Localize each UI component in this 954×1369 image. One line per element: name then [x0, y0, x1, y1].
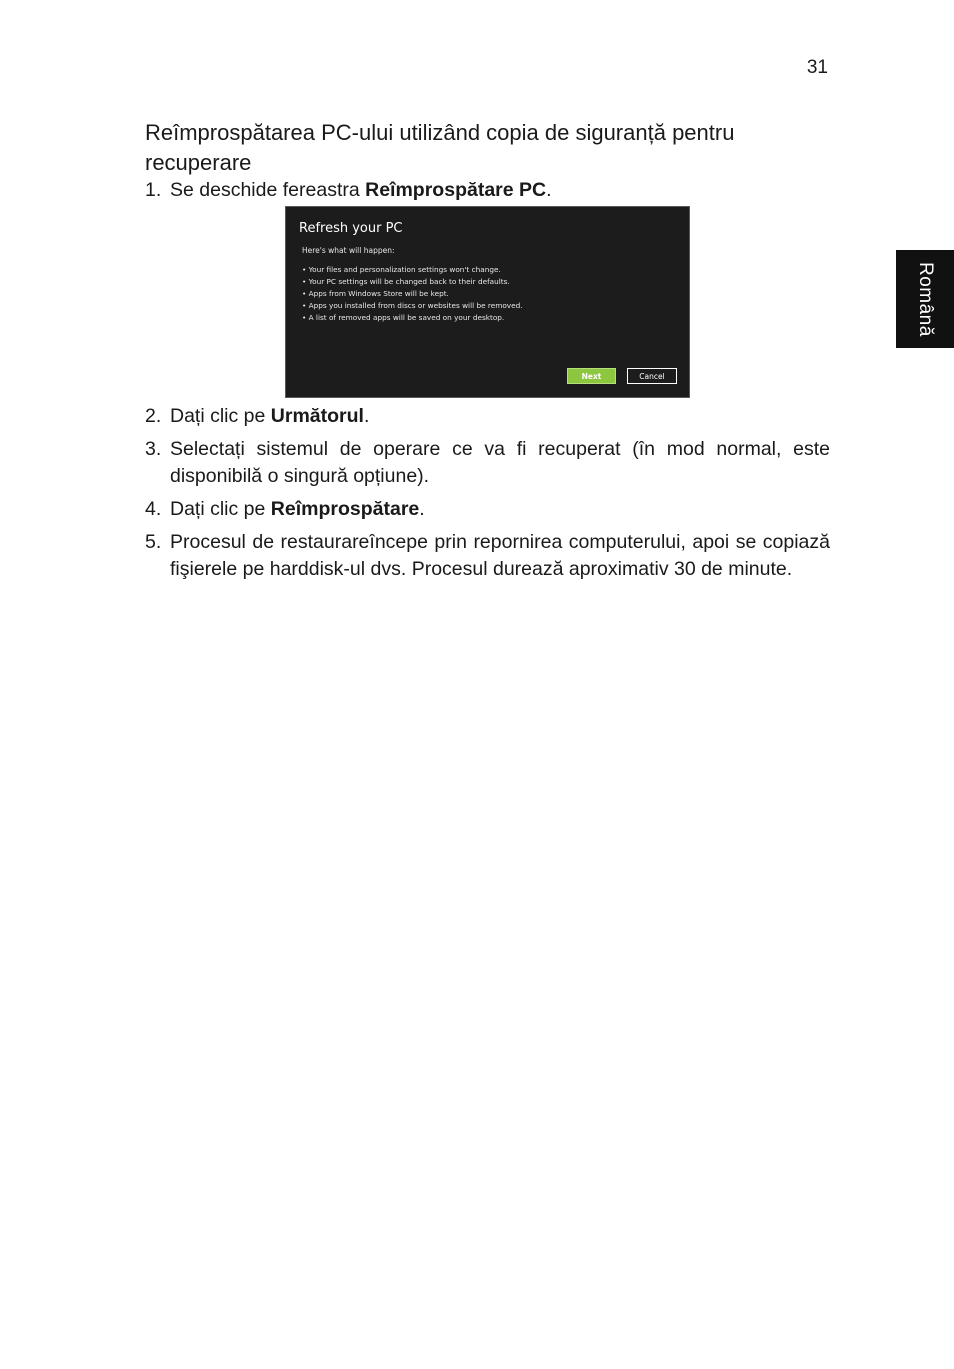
- cancel-button[interactable]: Cancel: [627, 368, 677, 384]
- step-text: Procesul de restaurareîncepe prin repornirea computerului, apoi se copiază fişierele pe harddisk-ul dvs. Procesul durează aproximativ 30 de minute.: [170, 531, 830, 580]
- step-text-post: .: [546, 179, 552, 201]
- step-text-pre: Se deschide fereastra: [170, 179, 366, 201]
- refresh-pc-dialog: [285, 206, 690, 398]
- step-5: [145, 529, 830, 583]
- step-number: 5.: [145, 531, 162, 553]
- step-number: 2.: [145, 405, 162, 427]
- step-text: [170, 177, 830, 204]
- dialog-subtitle: Here's what will happen:: [302, 246, 395, 255]
- step-number: 1.: [145, 179, 162, 201]
- step-text: [170, 403, 830, 430]
- step-2: [145, 403, 830, 430]
- dialog-list-item: • A list of removed apps will be saved on your desktop.: [302, 312, 523, 324]
- page-number: 31: [806, 57, 828, 78]
- dialog-list-item: • Your files and personalization settings won't change.: [302, 264, 523, 276]
- step-text-post: .: [363, 405, 370, 427]
- step-text-bold: Reîmprospătare: [270, 498, 420, 520]
- step-1: [145, 177, 830, 204]
- step-4: [145, 496, 830, 523]
- section-heading: Reîmprospătarea PC-ului utilizând copia de siguranță pentru recuperare: [145, 120, 735, 175]
- dialog-list: [302, 264, 523, 324]
- language-tab-label: Română: [915, 261, 936, 337]
- step-number: 4.: [145, 498, 162, 520]
- step-text: [170, 496, 830, 523]
- step-number: 3.: [145, 438, 162, 460]
- step-text-pre: Dați clic pe: [170, 405, 271, 427]
- dialog-title: Refresh your PC: [299, 221, 403, 236]
- step-text-pre: Dați clic pe: [170, 498, 271, 520]
- next-button[interactable]: Next: [567, 368, 616, 384]
- dialog-list-item: • Your PC settings will be changed back to their defaults.: [302, 276, 523, 288]
- step-3: [145, 436, 830, 490]
- step-text: Selectați sistemul de operare ce va fi recuperat (în mod normal, este disponibilă o singură opțiune).: [170, 438, 830, 487]
- language-tab: [896, 250, 954, 348]
- step-text-bold: Următorul: [270, 405, 364, 427]
- step-text-bold: Reîmprospătare PC: [365, 179, 547, 201]
- dialog-list-item: • Apps you installed from discs or websites will be removed.: [302, 300, 523, 312]
- dialog-list-item: • Apps from Windows Store will be kept.: [302, 288, 523, 300]
- step-text-post: .: [419, 498, 425, 520]
